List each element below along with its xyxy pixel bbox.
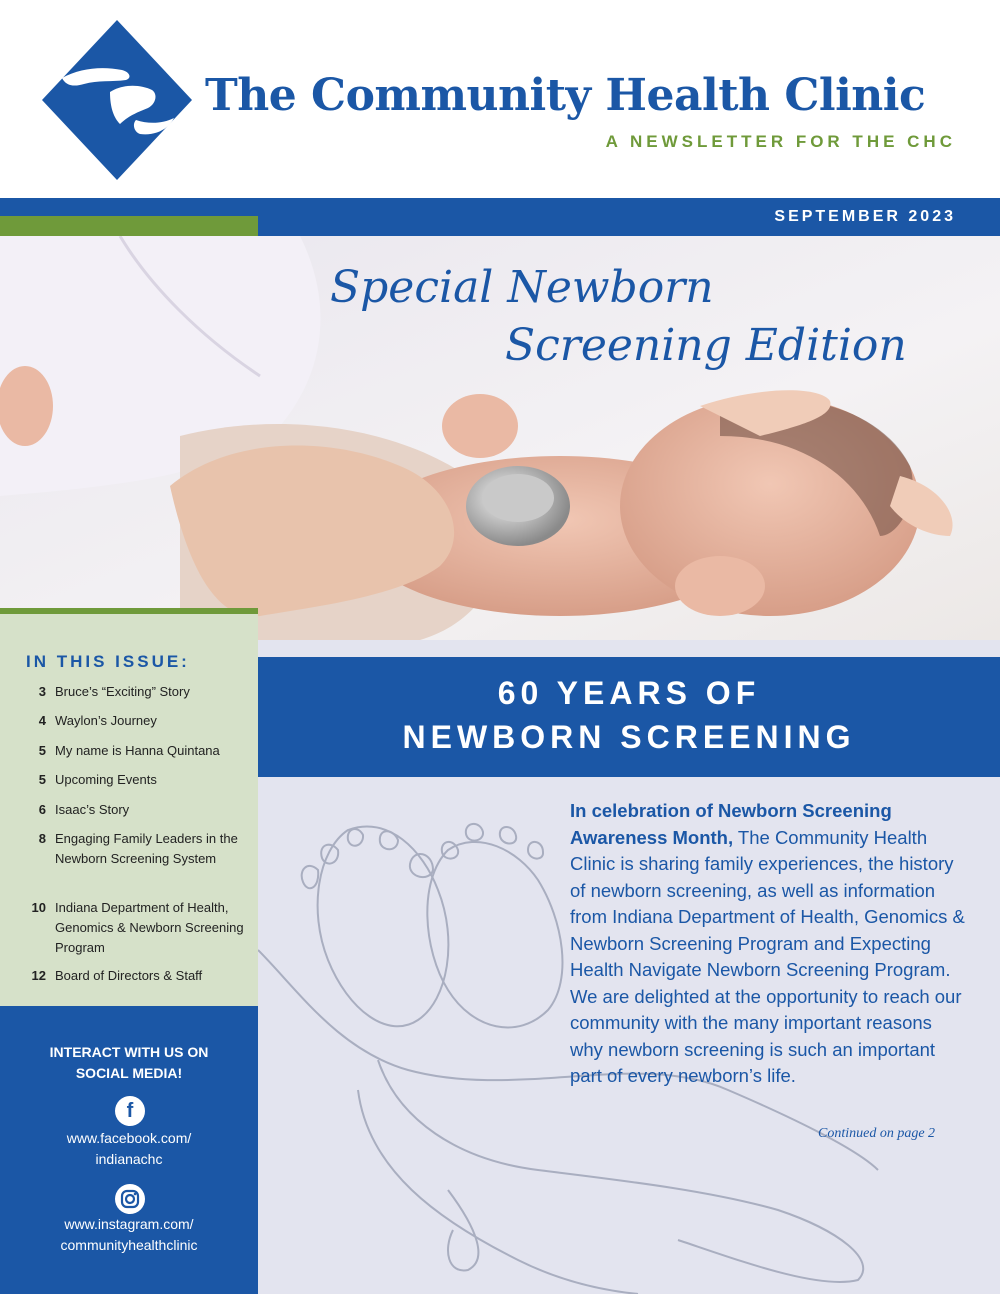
article-headline-line1: 60 YEARS OF (497, 675, 761, 711)
social-heading-line2: SOCIAL MEDIA! (75, 1065, 183, 1081)
clinic-logo (40, 20, 195, 185)
article-lead: In celebration of Newborn Screening Awareness Month, (570, 800, 892, 848)
social-heading-line1: INTERACT WITH US ON (49, 1044, 209, 1060)
instagram-link[interactable] (0, 1214, 258, 1256)
instagram-icon[interactable] (115, 1184, 145, 1214)
facebook-link-line1: www.facebook.com/ (66, 1130, 192, 1146)
toc-heading: IN THIS ISSUE: (26, 652, 190, 671)
instagram-link-line2: communityhealthclinic (60, 1237, 198, 1253)
toc-item-label: Upcoming Events (55, 772, 157, 787)
toc-page-number: 5 (38, 743, 46, 758)
in-this-issue-panel (0, 608, 258, 1006)
toc-page-number: 3 (38, 684, 46, 699)
article-body (570, 798, 965, 1090)
toc-item-label: My name is Hanna Quintana (55, 743, 220, 758)
continued-note[interactable]: Continued on page 2 (818, 1126, 936, 1141)
instagram-link-line1: www.instagram.com/ (64, 1216, 194, 1232)
article-body-text: The Community Health Clinic is sharing family experiences, the history of newborn screening, as well as information from Indiana Department of Health, Genomics & Newborn Screening Program and Expecting Health Navigate Newborn Screening Program. We are delighted at the opportunity to reach our community with the many important reasons why newborn screening is such an important part of every newborn’s life. (570, 826, 965, 1086)
article-headline-line2: NEWBORN SCREENING (402, 719, 856, 755)
hero-title-line2: Screening Edition (505, 320, 907, 371)
toc-item-label: Indiana Department of Health, Genomics & Newborn Screening Program (55, 900, 244, 955)
facebook-link-line2: indianachc (95, 1151, 163, 1167)
newsletter-subtitle: A NEWSLETTER FOR THE CHC (605, 132, 956, 151)
toc-page-number: 6 (38, 802, 46, 817)
issue-date: SEPTEMBER 2023 (774, 208, 956, 225)
toc-item-label: Waylon’s Journey (55, 713, 157, 728)
toc-item-label: Bruce’s “Exciting” Story (55, 684, 190, 699)
social-media-panel (0, 1006, 258, 1294)
toc-item-label: Board of Directors & Staff (55, 968, 203, 983)
green-accent-tab (0, 216, 258, 236)
hero-title-line1: Special Newborn (330, 262, 714, 313)
toc-page-number: 5 (38, 772, 46, 787)
facebook-link[interactable] (0, 1128, 258, 1170)
toc-item-label: Isaac’s Story (55, 802, 130, 817)
toc-page-number: 12 (31, 968, 46, 983)
article-banner (258, 657, 1000, 777)
toc-item-label: Engaging Family Leaders in the Newborn Screening System (55, 831, 238, 866)
newsletter-title: The Community Health Clinic (205, 70, 926, 121)
toc-page-number: 10 (31, 900, 46, 915)
toc-page-number: 8 (38, 831, 46, 846)
facebook-icon[interactable]: f (115, 1096, 145, 1126)
social-heading (0, 1042, 258, 1084)
toc-page-number: 4 (38, 713, 46, 728)
